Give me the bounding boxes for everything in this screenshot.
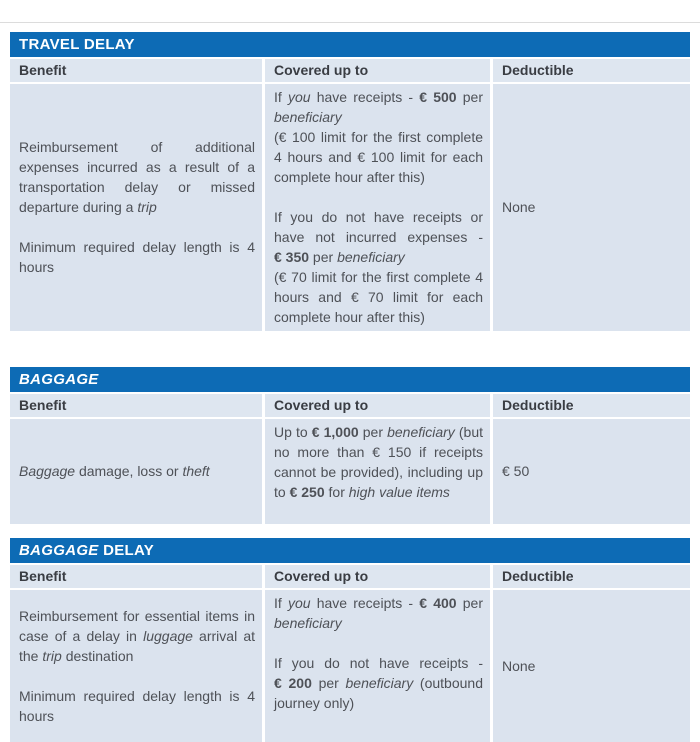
baggage-delay-deductible-cell: None (493, 590, 690, 742)
baggage-title: BAGGAGE (10, 367, 690, 392)
baggage-deductible-cell: € 50 (493, 419, 690, 524)
baggage-covered-cell: Up to € 1,000 per beneficiary (but no more than € 150 if receipts cannot be provided), including up to € 250 for high value items (265, 419, 490, 524)
travel-delay-deductible-cell: None (493, 84, 690, 331)
travel-delay-title: TRAVEL DELAY (10, 32, 690, 57)
baggage-delay-covered-cell: If you have receipts - € 400 per beneficiary If you do not have receipts - € 200 per beneficiary (outbound journey only) (265, 590, 490, 742)
column-header-benefit: Benefit (10, 59, 262, 82)
travel-delay-table (10, 32, 690, 331)
column-header-benefit: Benefit (10, 565, 262, 588)
column-header-deductible: Deductible (493, 565, 690, 588)
column-header-deductible: Deductible (493, 394, 690, 417)
travel-delay-benefit-cell: Reimbursement of additional expenses incurred as a result of a transportation delay or missed departure during a trip Minimum required delay length is 4 hours (10, 84, 262, 331)
column-header-covered: Covered up to (265, 59, 490, 82)
travel-delay-covered-cell: If you have receipts - € 500 per beneficiary (€ 100 limit for the first complete 4 hours and € 100 limit for each complete hour after this) If you do not have receipts or have not incurred expenses - € 350 per beneficiary (€ 70 limit for the first complete 4 hours and € 70 limit for each complete hour after this) (265, 84, 490, 331)
baggage-benefit-cell: Baggage damage, loss or theft (10, 419, 262, 524)
baggage-table (10, 367, 690, 524)
column-header-covered: Covered up to (265, 394, 490, 417)
column-header-covered: Covered up to (265, 565, 490, 588)
page-top-divider (0, 22, 700, 23)
column-header-deductible: Deductible (493, 59, 690, 82)
column-header-benefit: Benefit (10, 394, 262, 417)
baggage-delay-title: BAGGAGE DELAY (10, 538, 690, 563)
document-page (10, 32, 690, 742)
baggage-delay-benefit-cell: Reimbursement for essential items in case of a delay in luggage arrival at the trip destination Minimum required delay length is 4 hours (10, 590, 262, 742)
baggage-delay-table (10, 538, 690, 742)
